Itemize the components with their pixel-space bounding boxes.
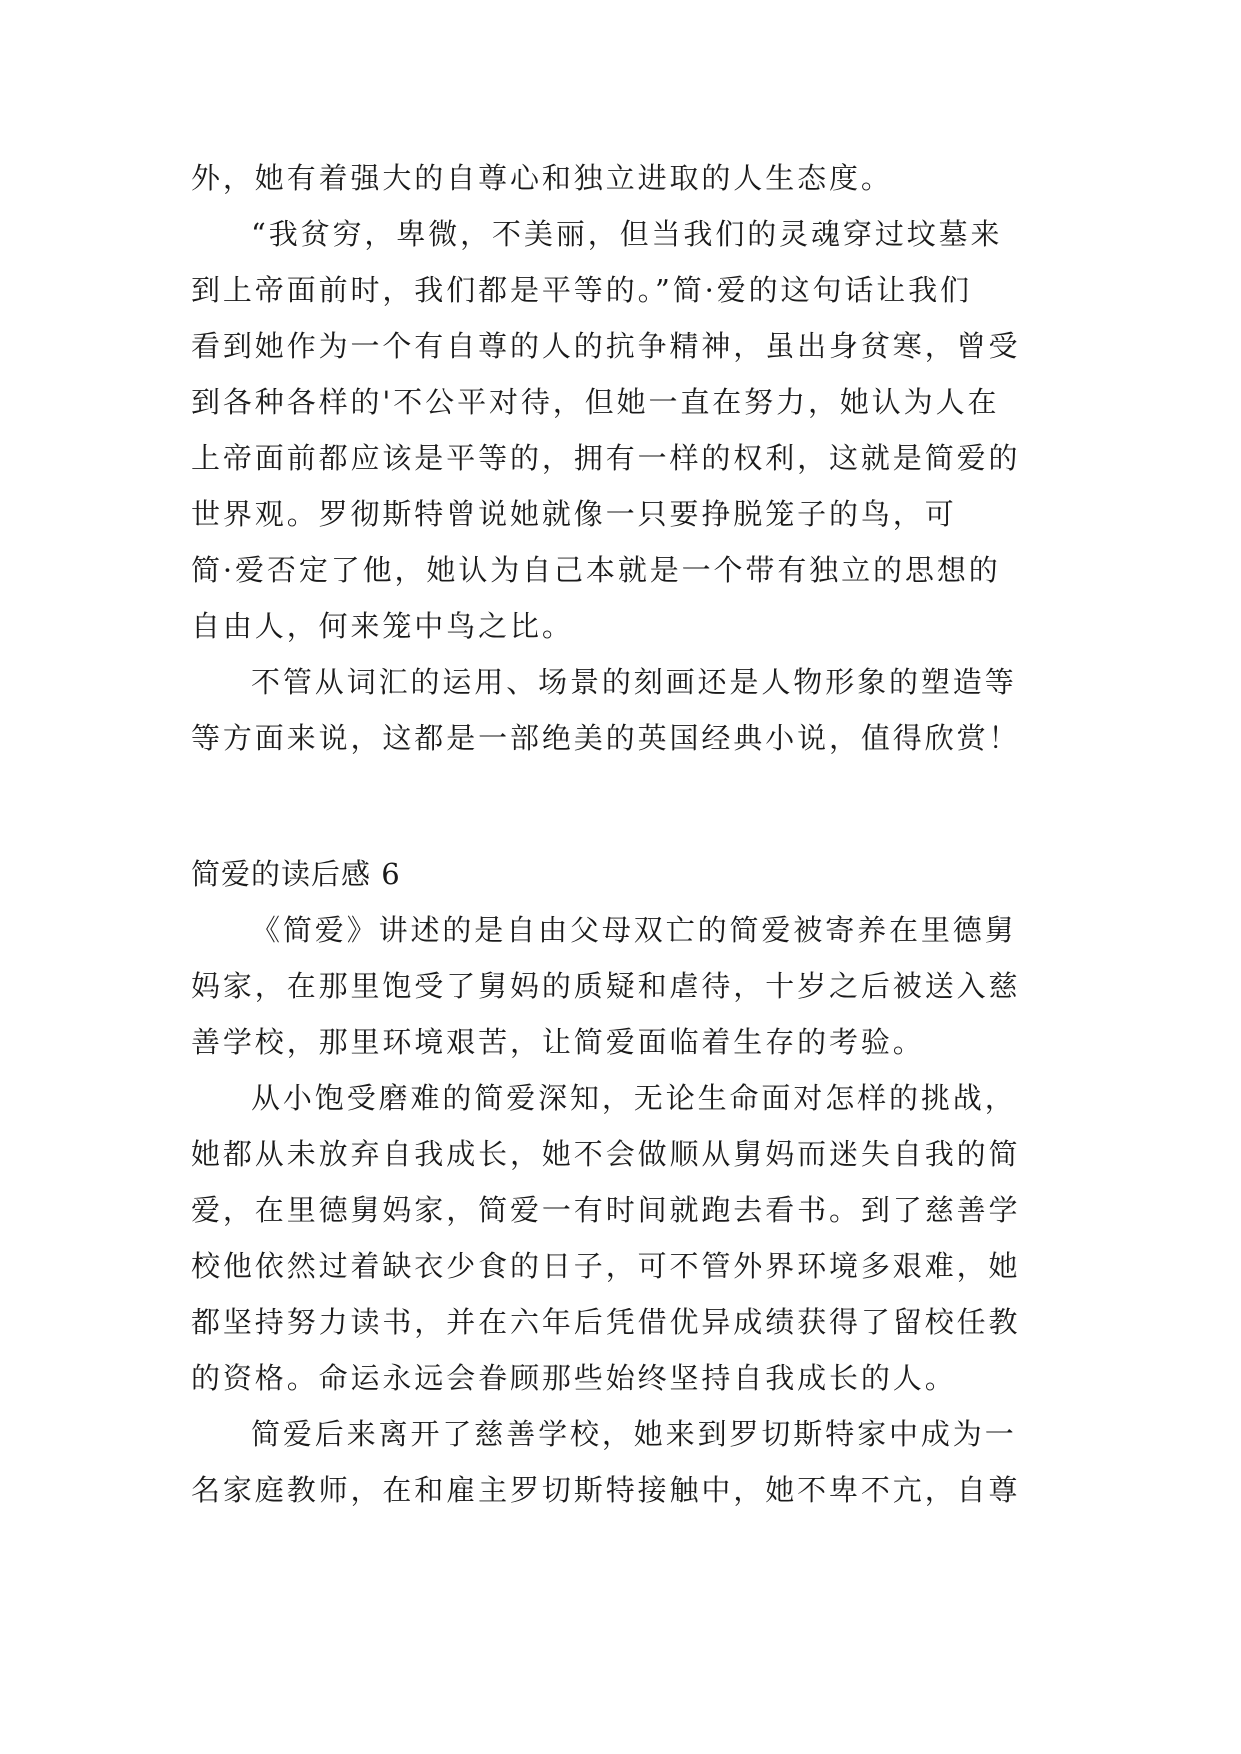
paragraph-line: 从小饱受磨难的简爱深知，无论生命面对怎样的挑战，: [251, 1081, 1017, 1115]
paragraph-line: 她都从未放弃自我成长，她不会做顺从舅妈而迷失自我的简: [191, 1137, 1021, 1171]
paragraph-line: 简爱后来离开了慈善学校，她来到罗切斯特家中成为一: [251, 1417, 1017, 1451]
paragraph-line: 到上帝面前时，我们都是平等的。”简·爱的这句话让我们: [191, 273, 972, 307]
paragraph-line: 校他依然过着缺衣少食的日子，可不管外界环境多艰难，她: [191, 1249, 1021, 1283]
paragraph-line: 都坚持努力读书，并在六年后凭借优异成绩获得了留校任教: [191, 1305, 1021, 1339]
paragraph-line: “我贫穷，卑微，不美丽，但当我们的灵魂穿过坟墓来: [251, 217, 1003, 251]
paragraph-line: 《简爱》讲述的是自由父母双亡的简爱被寄养在里德舅: [251, 913, 1017, 947]
paragraph-line: 妈家，在那里饱受了舅妈的质疑和虐待，十岁之后被送入慈: [191, 969, 1021, 1003]
paragraph-line: 看到她作为一个有自尊的人的抗争精神，虽出身贫寒，曾受: [191, 329, 1021, 363]
paragraph-line: 上帝面前都应该是平等的，拥有一样的权利，这就是简爱的: [191, 441, 1021, 475]
paragraph-line: 名家庭教师，在和雇主罗切斯特接触中，她不卑不亢，自尊: [191, 1473, 1021, 1507]
paragraph-line: 自由人，何来笼中鸟之比。: [191, 609, 574, 643]
paragraph-line: 等方面来说，这都是一部绝美的英国经典小说，值得欣赏！: [191, 721, 1021, 755]
paragraph-line: 善学校，那里环境艰苦，让简爱面临着生存的考验。: [191, 1025, 925, 1059]
section-heading: 简爱的读后感 6: [191, 857, 401, 891]
paragraph-line: 外，她有着强大的自尊心和独立进取的人生态度。: [191, 161, 893, 195]
paragraph-line: 世界观。罗彻斯特曾说她就像一只要挣脱笼子的鸟，可: [191, 497, 957, 531]
paragraph-line: 爱，在里德舅妈家，简爱一有时间就跑去看书。到了慈善学: [191, 1193, 1021, 1227]
paragraph-line: 的资格。命运永远会眷顾那些始终坚持自我成长的人。: [191, 1361, 957, 1395]
paragraph-line: 简·爱否定了他，她认为自己本就是一个带有独立的思想的: [191, 553, 1001, 587]
paragraph-line: 不管从词汇的运用、场景的刻画还是人物形象的塑造等: [251, 665, 1017, 699]
paragraph-line: 到各种各样的'不公平对待，但她一直在努力，她认为人在: [191, 385, 1000, 419]
